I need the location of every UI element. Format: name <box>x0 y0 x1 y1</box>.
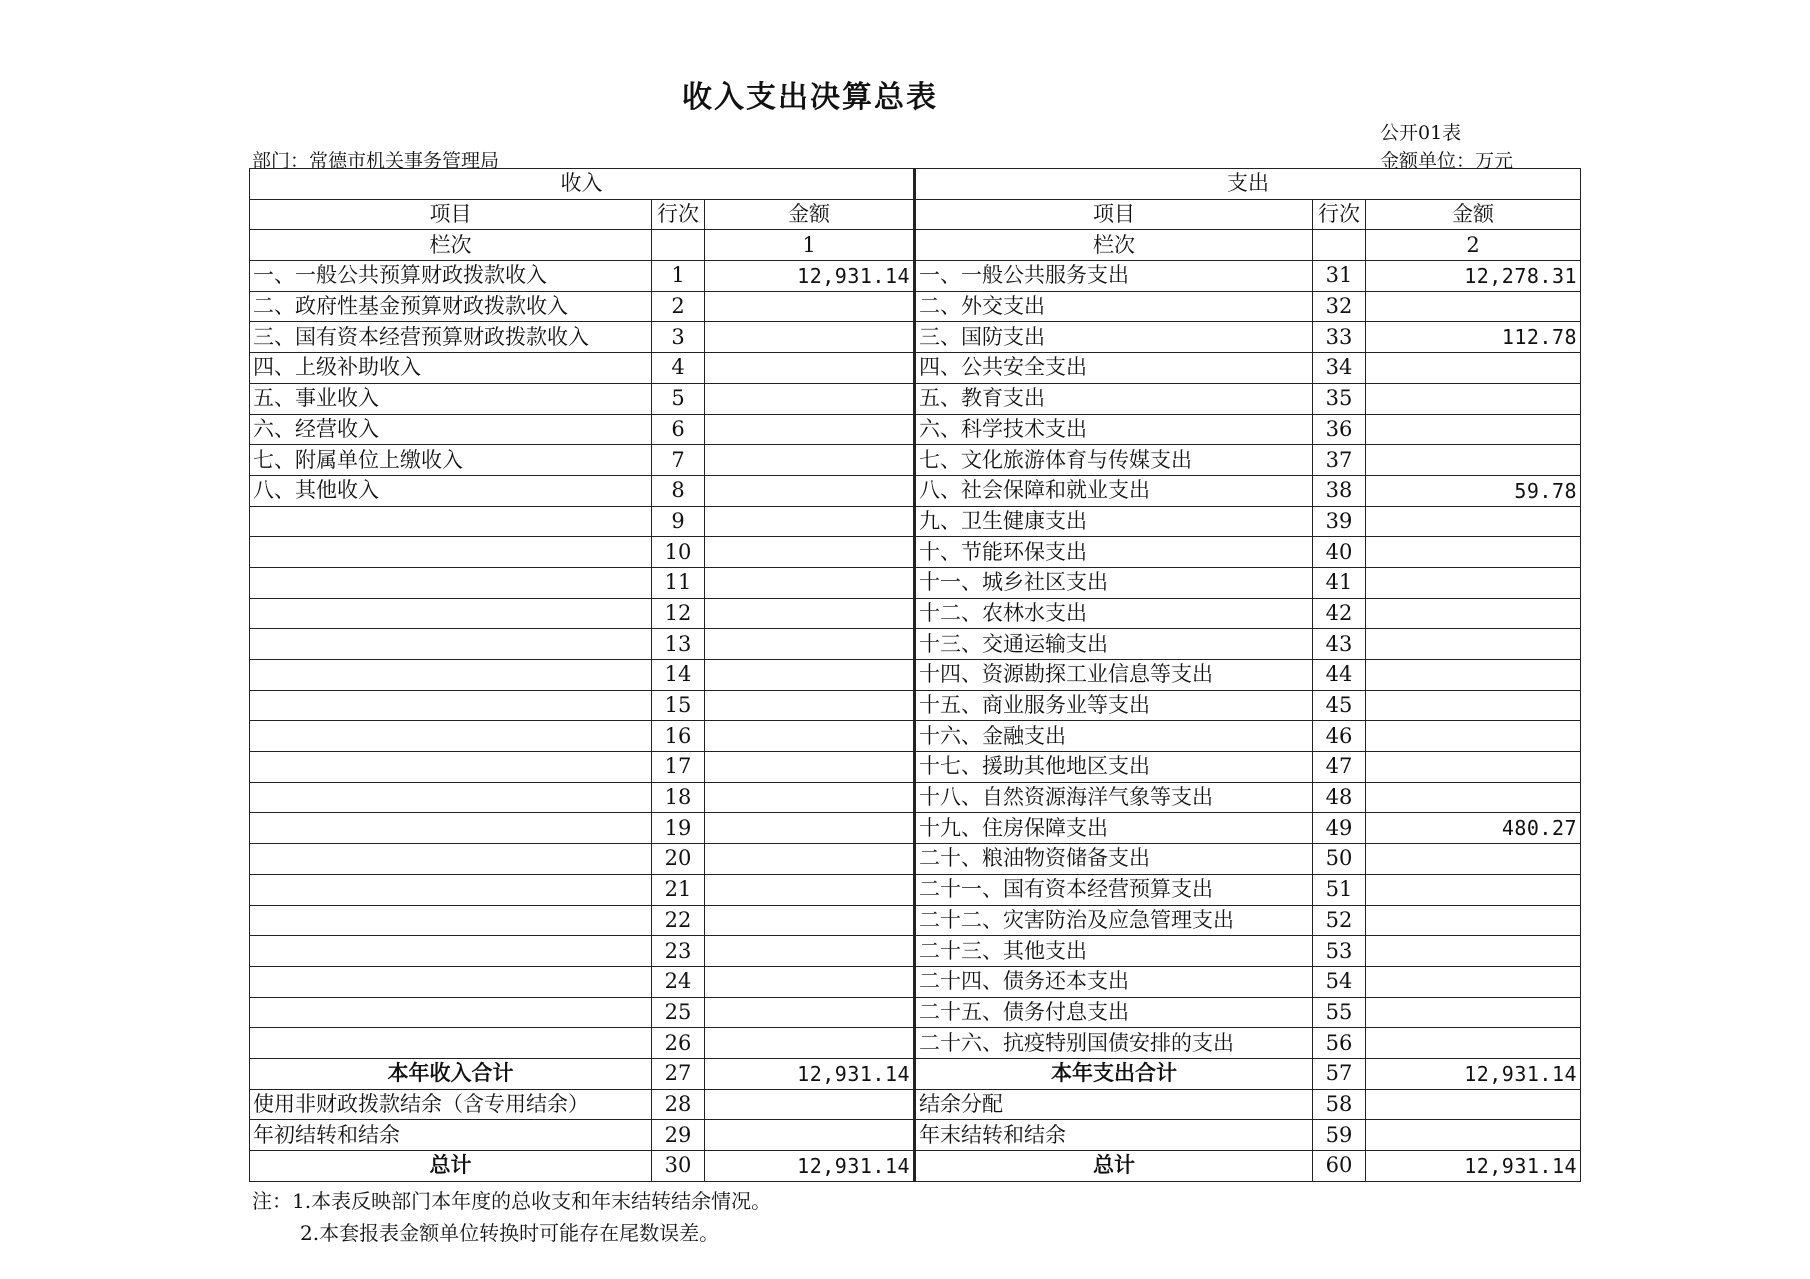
income-item-cell <box>250 660 652 691</box>
income-item-cell: 三、国有资本经营预算财政拨款收入 <box>250 322 652 353</box>
table-row <box>250 414 1581 445</box>
table-row <box>250 1151 1581 1182</box>
expense-item-cell: 二十三、其他支出 <box>915 936 1313 967</box>
income-amount-cell <box>705 690 915 721</box>
expense-item-cell: 十三、交通运输支出 <box>915 629 1313 660</box>
income-item-header: 项目 <box>250 199 652 230</box>
income-row-no-cell: 22 <box>652 905 705 936</box>
note-2: 2.本套报表金额单位转换时可能存在尾数误差。 <box>300 1221 720 1245</box>
income-amount-cell <box>705 506 915 537</box>
expense-amount-cell <box>1366 1028 1581 1059</box>
income-item-cell <box>250 752 652 783</box>
expense-item-cell: 一、一般公共服务支出 <box>915 261 1313 292</box>
expense-item-cell: 十、节能环保支出 <box>915 537 1313 568</box>
table-subheader-row <box>250 199 1581 230</box>
expense-amount-cell <box>1366 721 1581 752</box>
expense-amount-cell <box>1366 353 1581 384</box>
expense-row-no-cell: 51 <box>1313 874 1366 905</box>
expense-row-no-cell: 42 <box>1313 598 1366 629</box>
expense-item-cell: 二十四、债务还本支出 <box>915 966 1313 997</box>
income-amount-cell <box>705 383 915 414</box>
expense-item-cell: 十八、自然资源海洋气象等支出 <box>915 782 1313 813</box>
expense-amount-cell <box>1366 752 1581 783</box>
income-expense-table <box>249 168 1581 1182</box>
table-row <box>250 322 1581 353</box>
income-row-no-header: 行次 <box>652 199 705 230</box>
expense-row-no-cell: 58 <box>1313 1089 1366 1120</box>
expense-item-cell: 十九、住房保障支出 <box>915 813 1313 844</box>
expense-amount-cell <box>1366 629 1581 660</box>
income-amount-cell <box>705 936 915 967</box>
expense-row-no-cell: 53 <box>1313 936 1366 967</box>
income-amount-cell <box>705 660 915 691</box>
expense-row-no-cell: 34 <box>1313 353 1366 384</box>
income-row-no-cell: 2 <box>652 291 705 322</box>
income-amount-cell <box>705 874 915 905</box>
income-amount-cell <box>705 905 915 936</box>
income-amount-header: 金额 <box>705 199 915 230</box>
expense-item-cell: 三、国防支出 <box>915 322 1313 353</box>
expense-item-cell: 二十一、国有资本经营预算支出 <box>915 874 1313 905</box>
income-row-no-cell: 13 <box>652 629 705 660</box>
table-row <box>250 506 1581 537</box>
income-item-cell: 年初结转和结余 <box>250 1120 652 1151</box>
table-row <box>250 874 1581 905</box>
income-item-cell <box>250 813 652 844</box>
income-row-no-cell: 25 <box>652 997 705 1028</box>
income-row-no-cell: 18 <box>652 782 705 813</box>
expense-amount-cell: 12,931.14 <box>1366 1058 1581 1089</box>
expense-amount-cell <box>1366 445 1581 476</box>
table-row <box>250 813 1581 844</box>
table-notes <box>252 1185 771 1249</box>
income-amount-cell <box>705 475 915 506</box>
income-amount-cell <box>705 721 915 752</box>
expense-item-cell: 十一、城乡社区支出 <box>915 567 1313 598</box>
expense-row-no-cell: 35 <box>1313 383 1366 414</box>
income-item-cell <box>250 874 652 905</box>
income-amount-cell <box>705 966 915 997</box>
income-item-cell: 使用非财政拨款结余（含专用结余） <box>250 1089 652 1120</box>
income-row-no-cell: 16 <box>652 721 705 752</box>
table-row <box>250 598 1581 629</box>
expense-col-label: 栏次 <box>915 230 1313 261</box>
income-row-no-cell: 4 <box>652 353 705 384</box>
table-row <box>250 1120 1581 1151</box>
expense-amount-cell <box>1366 782 1581 813</box>
income-item-cell <box>250 567 652 598</box>
expense-row-no-cell: 44 <box>1313 660 1366 691</box>
expense-row-no-cell: 31 <box>1313 261 1366 292</box>
expense-amount-cell <box>1366 690 1581 721</box>
expense-row-no-cell: 59 <box>1313 1120 1366 1151</box>
table-row <box>250 1058 1581 1089</box>
income-item-cell <box>250 690 652 721</box>
income-amount-cell <box>705 291 915 322</box>
income-row-no-cell: 19 <box>652 813 705 844</box>
expense-item-cell: 年末结转和结余 <box>915 1120 1313 1151</box>
expense-item-cell: 九、卫生健康支出 <box>915 506 1313 537</box>
expense-amount-cell <box>1366 874 1581 905</box>
expense-item-cell: 二十六、抗疫特别国债安排的支出 <box>915 1028 1313 1059</box>
income-item-cell: 总计 <box>250 1151 652 1182</box>
income-amount-cell <box>705 445 915 476</box>
table-row <box>250 905 1581 936</box>
expense-row-no-cell: 39 <box>1313 506 1366 537</box>
page-title: 收入支出决算总表 <box>682 80 938 115</box>
table-header-row <box>250 169 1581 200</box>
expense-amount-cell <box>1366 1089 1581 1120</box>
income-item-cell <box>250 506 652 537</box>
income-row-no-cell: 1 <box>652 261 705 292</box>
expense-item-cell: 二、外交支出 <box>915 291 1313 322</box>
income-row-no-cell: 14 <box>652 660 705 691</box>
table-row <box>250 475 1581 506</box>
income-amount-cell: 12,931.14 <box>705 1151 915 1182</box>
expense-amount-cell <box>1366 1120 1581 1151</box>
expense-item-cell: 十四、资源勘探工业信息等支出 <box>915 660 1313 691</box>
table-row <box>250 383 1581 414</box>
table-row <box>250 353 1581 384</box>
income-item-cell: 二、政府性基金预算财政拨款收入 <box>250 291 652 322</box>
table-row <box>250 291 1581 322</box>
expense-amount-cell <box>1366 291 1581 322</box>
income-amount-cell <box>705 1028 915 1059</box>
expense-amount-cell <box>1366 660 1581 691</box>
expense-header: 支出 <box>915 169 1581 200</box>
income-item-cell: 八、其他收入 <box>250 475 652 506</box>
expense-amount-cell <box>1366 383 1581 414</box>
income-row-no-cell: 6 <box>652 414 705 445</box>
table-row <box>250 1028 1581 1059</box>
expense-row-no-cell: 52 <box>1313 905 1366 936</box>
expense-item-cell: 结余分配 <box>915 1089 1313 1120</box>
expense-amount-cell <box>1366 537 1581 568</box>
table-row <box>250 752 1581 783</box>
expense-item-cell: 七、文化旅游体育与传媒支出 <box>915 445 1313 476</box>
expense-amount-cell <box>1366 414 1581 445</box>
expense-row-no-cell: 38 <box>1313 475 1366 506</box>
income-amount-cell <box>705 997 915 1028</box>
income-amount-cell <box>705 1120 915 1151</box>
income-amount-cell <box>705 322 915 353</box>
expense-item-cell: 十二、农林水支出 <box>915 598 1313 629</box>
income-item-cell: 四、上级补助收入 <box>250 353 652 384</box>
expense-item-cell: 八、社会保障和就业支出 <box>915 475 1313 506</box>
income-row-no-cell: 28 <box>652 1089 705 1120</box>
expense-item-cell: 二十五、债务付息支出 <box>915 997 1313 1028</box>
income-row-no-cell: 12 <box>652 598 705 629</box>
table-row <box>250 997 1581 1028</box>
table-row <box>250 537 1581 568</box>
income-amount-cell <box>705 752 915 783</box>
expense-item-cell: 六、科学技术支出 <box>915 414 1313 445</box>
income-item-cell: 五、事业收入 <box>250 383 652 414</box>
expense-amount-cell: 480.27 <box>1366 813 1581 844</box>
income-item-cell <box>250 966 652 997</box>
income-item-cell <box>250 721 652 752</box>
income-row-no-cell: 5 <box>652 383 705 414</box>
expense-row-no-cell: 49 <box>1313 813 1366 844</box>
income-row-no-cell: 17 <box>652 752 705 783</box>
form-number: 公开01表 <box>1380 122 1462 144</box>
income-row-no-cell: 15 <box>652 690 705 721</box>
income-amount-cell <box>705 844 915 875</box>
income-row-no-cell: 20 <box>652 844 705 875</box>
income-row-no-cell: 23 <box>652 936 705 967</box>
income-item-cell <box>250 936 652 967</box>
table-row <box>250 445 1581 476</box>
expense-row-no-header: 行次 <box>1313 199 1366 230</box>
income-row-no-cell: 21 <box>652 874 705 905</box>
expense-row-no-cell: 60 <box>1313 1151 1366 1182</box>
expense-item-cell: 十六、金融支出 <box>915 721 1313 752</box>
expense-col-blank <box>1313 230 1366 261</box>
note-1: 注：1.本表反映部门本年度的总收支和年末结转结余情况。 <box>252 1189 772 1213</box>
department-label: 部门：常德市机关事务管理局 <box>252 150 500 172</box>
income-item-cell <box>250 537 652 568</box>
expense-item-cell: 五、教育支出 <box>915 383 1313 414</box>
expense-amount-cell: 12,278.31 <box>1366 261 1581 292</box>
income-amount-cell <box>705 567 915 598</box>
income-amount-cell <box>705 813 915 844</box>
expense-amount-cell: 112.78 <box>1366 322 1581 353</box>
expense-row-no-cell: 32 <box>1313 291 1366 322</box>
expense-item-header: 项目 <box>915 199 1313 230</box>
expense-row-no-cell: 48 <box>1313 782 1366 813</box>
expense-row-no-cell: 55 <box>1313 997 1366 1028</box>
table-row <box>250 1089 1581 1120</box>
income-row-no-cell: 7 <box>652 445 705 476</box>
expense-item-cell: 四、公共安全支出 <box>915 353 1313 384</box>
expense-amount-cell <box>1366 997 1581 1028</box>
income-amount-cell <box>705 598 915 629</box>
income-row-no-cell: 3 <box>652 322 705 353</box>
table-row <box>250 660 1581 691</box>
income-row-no-cell: 27 <box>652 1058 705 1089</box>
expense-amount-cell <box>1366 506 1581 537</box>
expense-row-no-cell: 36 <box>1313 414 1366 445</box>
expense-row-no-cell: 47 <box>1313 752 1366 783</box>
table-row <box>250 936 1581 967</box>
expense-row-no-cell: 56 <box>1313 1028 1366 1059</box>
income-row-no-cell: 30 <box>652 1151 705 1182</box>
table-row <box>250 782 1581 813</box>
income-item-cell <box>250 997 652 1028</box>
income-row-no-cell: 11 <box>652 567 705 598</box>
expense-row-no-cell: 33 <box>1313 322 1366 353</box>
expense-row-no-cell: 40 <box>1313 537 1366 568</box>
income-amount-cell <box>705 353 915 384</box>
income-row-no-cell: 10 <box>652 537 705 568</box>
expense-amount-header: 金额 <box>1366 199 1581 230</box>
income-item-cell <box>250 905 652 936</box>
income-item-cell <box>250 782 652 813</box>
income-col-blank <box>652 230 705 261</box>
table-row <box>250 721 1581 752</box>
expense-amount-cell: 59.78 <box>1366 475 1581 506</box>
expense-row-no-cell: 45 <box>1313 690 1366 721</box>
expense-row-no-cell: 46 <box>1313 721 1366 752</box>
income-row-no-cell: 8 <box>652 475 705 506</box>
column-index-row <box>250 230 1581 261</box>
table-row <box>250 844 1581 875</box>
table-row <box>250 629 1581 660</box>
table-row <box>250 690 1581 721</box>
income-amount-cell: 12,931.14 <box>705 261 915 292</box>
income-amount-cell <box>705 1089 915 1120</box>
expense-amount-cell <box>1366 567 1581 598</box>
income-amount-cell <box>705 414 915 445</box>
income-item-cell <box>250 844 652 875</box>
income-row-no-cell: 26 <box>652 1028 705 1059</box>
income-amount-cell <box>705 537 915 568</box>
income-amount-cell <box>705 782 915 813</box>
income-col-label: 栏次 <box>250 230 652 261</box>
table-row <box>250 567 1581 598</box>
table-row <box>250 261 1581 292</box>
expense-item-cell: 十七、援助其他地区支出 <box>915 752 1313 783</box>
income-amount-cell <box>705 629 915 660</box>
expense-row-no-cell: 54 <box>1313 966 1366 997</box>
expense-row-no-cell: 41 <box>1313 567 1366 598</box>
expense-row-no-cell: 57 <box>1313 1058 1366 1089</box>
income-header: 收入 <box>250 169 915 200</box>
expense-row-no-cell: 43 <box>1313 629 1366 660</box>
expense-amount-cell <box>1366 966 1581 997</box>
income-item-cell: 七、附属单位上缴收入 <box>250 445 652 476</box>
income-row-no-cell: 29 <box>652 1120 705 1151</box>
expense-item-cell: 总计 <box>915 1151 1313 1182</box>
expense-amount-cell <box>1366 905 1581 936</box>
expense-col-index: 2 <box>1366 230 1581 261</box>
income-item-cell: 本年收入合计 <box>250 1058 652 1089</box>
expense-row-no-cell: 37 <box>1313 445 1366 476</box>
income-row-no-cell: 24 <box>652 966 705 997</box>
income-item-cell <box>250 629 652 660</box>
income-row-no-cell: 9 <box>652 506 705 537</box>
expense-row-no-cell: 50 <box>1313 844 1366 875</box>
income-item-cell <box>250 598 652 629</box>
expense-amount-cell <box>1366 598 1581 629</box>
expense-item-cell: 二十二、灾害防治及应急管理支出 <box>915 905 1313 936</box>
income-item-cell: 一、一般公共预算财政拨款收入 <box>250 261 652 292</box>
table-row <box>250 966 1581 997</box>
expense-amount-cell <box>1366 844 1581 875</box>
amount-unit-label: 金额单位：万元 <box>1380 150 1514 172</box>
expense-amount-cell: 12,931.14 <box>1366 1151 1581 1182</box>
income-item-cell <box>250 1028 652 1059</box>
income-item-cell: 六、经营收入 <box>250 414 652 445</box>
income-col-index: 1 <box>705 230 915 261</box>
income-amount-cell: 12,931.14 <box>705 1058 915 1089</box>
expense-amount-cell <box>1366 936 1581 967</box>
expense-item-cell: 十五、商业服务业等支出 <box>915 690 1313 721</box>
expense-item-cell: 二十、粮油物资储备支出 <box>915 844 1313 875</box>
expense-item-cell: 本年支出合计 <box>915 1058 1313 1089</box>
